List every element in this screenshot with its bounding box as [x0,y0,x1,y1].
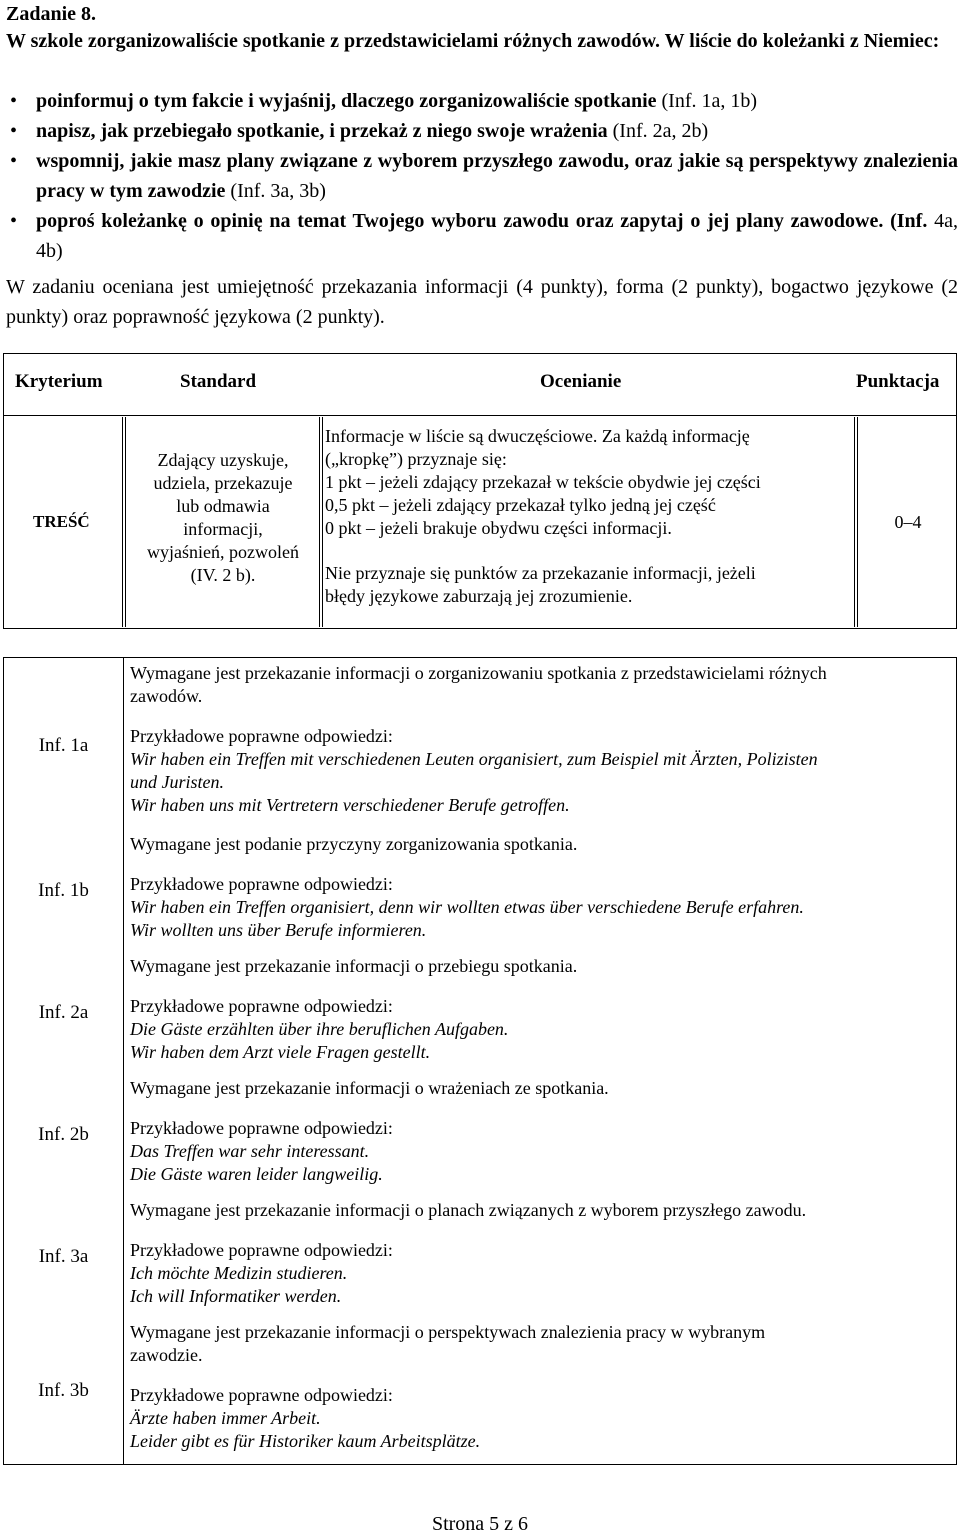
assessment-note-line: błędy językowe zaburzają jej zrozumienie. [325,586,633,606]
task-bullet-item [6,206,958,266]
example-answer: Wir haben uns mit Vertretern verschiedener Berufe getroffen. [130,795,570,815]
bullet-text: poproś koleżankę o opinię na temat Twojego wyboru zawodu oraz zapytaj o jej plany zawodowe. (Inf. [36,210,928,232]
required-text: Wymagane jest przekazanie informacji o wrażeniach ze spotkania. [130,1078,609,1098]
info-label-1a: Inf. 1a [38,735,89,756]
standard-line: lub odmawia [176,496,270,516]
bullet-text: wspomnij, jakie masz plany związane z wyborem przyszłego zawodu, oraz jakie są perspektywy znalezienia pracy w tym zawodzie [36,150,958,202]
examples-label: Przykładowe poprawne odpowiedzi: [130,1385,393,1405]
bullet-ref: 4a, 4b) [36,210,958,262]
assessment-line: („kropkę”) przyznaje się: [325,449,507,469]
assessment-line: 0,5 pkt – jeżeli zdający przekazał tylko jedną jej część [325,495,716,515]
required-text: Wymagane jest przekazanie informacji o perspektywach znalezienia pracy w wybranym [130,1322,766,1342]
bullet-ref: (Inf. 1a, 1b) [661,90,758,112]
task-bullet-item [6,86,958,116]
example-answer: Das Treffen war sehr interessant. [130,1141,370,1161]
info-row-1a [130,662,950,817]
assessment-line: Informacje w liście są dwuczęściowe. Za każdą informację [325,426,750,446]
example-answer: Wir haben dem Arzt viele Fragen gestellt. [130,1042,431,1062]
assessment-line: 0 pkt – jeżeli brakuje obydwu części informacji. [325,518,672,538]
example-answer: Wir haben ein Treffen mit verschiedenen Leuten organisiert, zum Beispiel mit Ärzten, Polizisten [130,749,818,769]
example-answer: Wir haben ein Treffen organisiert, denn wir wollten etwas über verschiedene Berufe erfahren. [130,897,804,917]
task-bullet-item [6,146,958,206]
example-answer: Ärzte haben immer Arbeit. [130,1408,321,1428]
bullet-ref: (Inf. 3a, 3b) [230,180,326,202]
bullet-ref: (Inf. 2a, 2b) [612,120,709,142]
bullet-text: poinformuj o tym fakcie i wyjaśnij, dlaczego zorganizowaliście spotkanie [36,90,657,112]
info-label-2b: Inf. 2b [38,1124,89,1145]
examples-label: Przykładowe poprawne odpowiedzi: [130,726,393,746]
header-standard: Standard [180,371,257,392]
examples-label: Przykładowe poprawne odpowiedzi: [130,874,393,894]
examples-label: Przykładowe poprawne odpowiedzi: [130,1240,393,1260]
info-row-2a [130,955,950,1064]
assessment-note-line: Nie przyznaje się punktów za przekazanie informacji, jeżeli [325,563,756,583]
column-divider [122,417,123,627]
example-answer: Die Gäste waren leider langweilig. [130,1164,383,1184]
criterion-cell: TREŚĆ [33,512,90,531]
page-number: Strona 5 z 6 [431,1513,529,1535]
info-label-3b: Inf. 3b [38,1380,89,1401]
standard-line: (IV. 2 b). [190,565,256,585]
info-label-1b: Inf. 1b [38,880,89,901]
required-text: Wymagane jest przekazanie informacji o zorganizowaniu spotkania z przedstawicielami różnych [130,663,827,683]
bullet-icon: • [10,90,18,112]
bullet-icon: • [10,150,18,172]
bullet-icon: • [10,120,18,142]
info-table [3,657,957,1465]
required-text: zawodów. [130,686,203,706]
standard-line: Zdający uzyskuje, [157,450,289,470]
info-row-2b [130,1077,950,1186]
task-bullet-item [6,116,958,146]
example-answer: Ich will Informatiker werden. [130,1286,342,1306]
header-divider [3,415,957,416]
bullet-icon: • [10,210,18,232]
assessment-cell [325,425,855,608]
example-answer: Leider gibt es für Historiker kaum Arbeitsplätze. [130,1431,481,1451]
column-divider [322,417,323,627]
example-answer: und Juristen. [130,772,224,792]
standard-line: wyjaśnień, pozwoleń [147,542,299,562]
column-divider [125,417,126,627]
column-divider [319,417,320,627]
info-table-divider [123,658,124,1464]
standard-line: udziela, przekazuje [153,473,293,493]
task-bullet-list [6,86,958,266]
info-label-2a: Inf. 2a [38,1002,89,1023]
info-row-1b [130,833,950,942]
example-answer: Ich möchte Medizin studieren. [130,1263,348,1283]
examples-label: Przykładowe poprawne odpowiedzi: [130,996,393,1016]
points-cell: 0–4 [894,512,922,532]
examples-label: Przykładowe poprawne odpowiedzi: [130,1118,393,1138]
example-answer: Die Gäste erzählten über ihre beruflichen Aufgaben. [130,1019,509,1039]
scoring-note: W zadaniu oceniana jest umiejętność przekazania informacji (4 punkty), forma (2 punkty), bogactwo językowe (2 punkty) oraz poprawność językowa (2 punkty). [6,276,958,328]
header-points: Punktacja [856,371,940,392]
example-answer: Wir wollten uns über Berufe informieren. [130,920,427,940]
column-divider [857,417,858,627]
header-assessment: Ocenianie [540,371,622,392]
task-title: Zadanie 8. [6,3,97,25]
standard-cell [127,449,319,587]
required-text: Wymagane jest przekazanie informacji o przebiegu spotkania. [130,956,578,976]
standard-line: informacji, [183,519,263,539]
assessment-line: 1 pkt – jeżeli zdający przekazał w tekście obydwie jej części [325,472,761,492]
info-row-3a [130,1199,950,1308]
task-intro: W szkole zorganizowaliście spotkanie z przedstawicielami różnych zawodów. W liście do koleżanki z Niemiec: [6,30,940,52]
bullet-text: napisz, jak przebiegało spotkanie, i przekaż z niego swoje wrażenia [36,120,608,142]
required-text: Wymagane jest przekazanie informacji o planach związanych z wyborem przyszłego zawodu. [130,1200,807,1220]
header-criterion: Kryterium [15,371,103,392]
required-text: Wymagane jest podanie przyczyny zorganizowania spotkania. [130,834,578,854]
criteria-table [3,353,957,629]
info-label-3a: Inf. 3a [38,1246,89,1267]
info-row-3b [130,1321,950,1453]
required-text: zawodzie. [130,1345,203,1365]
